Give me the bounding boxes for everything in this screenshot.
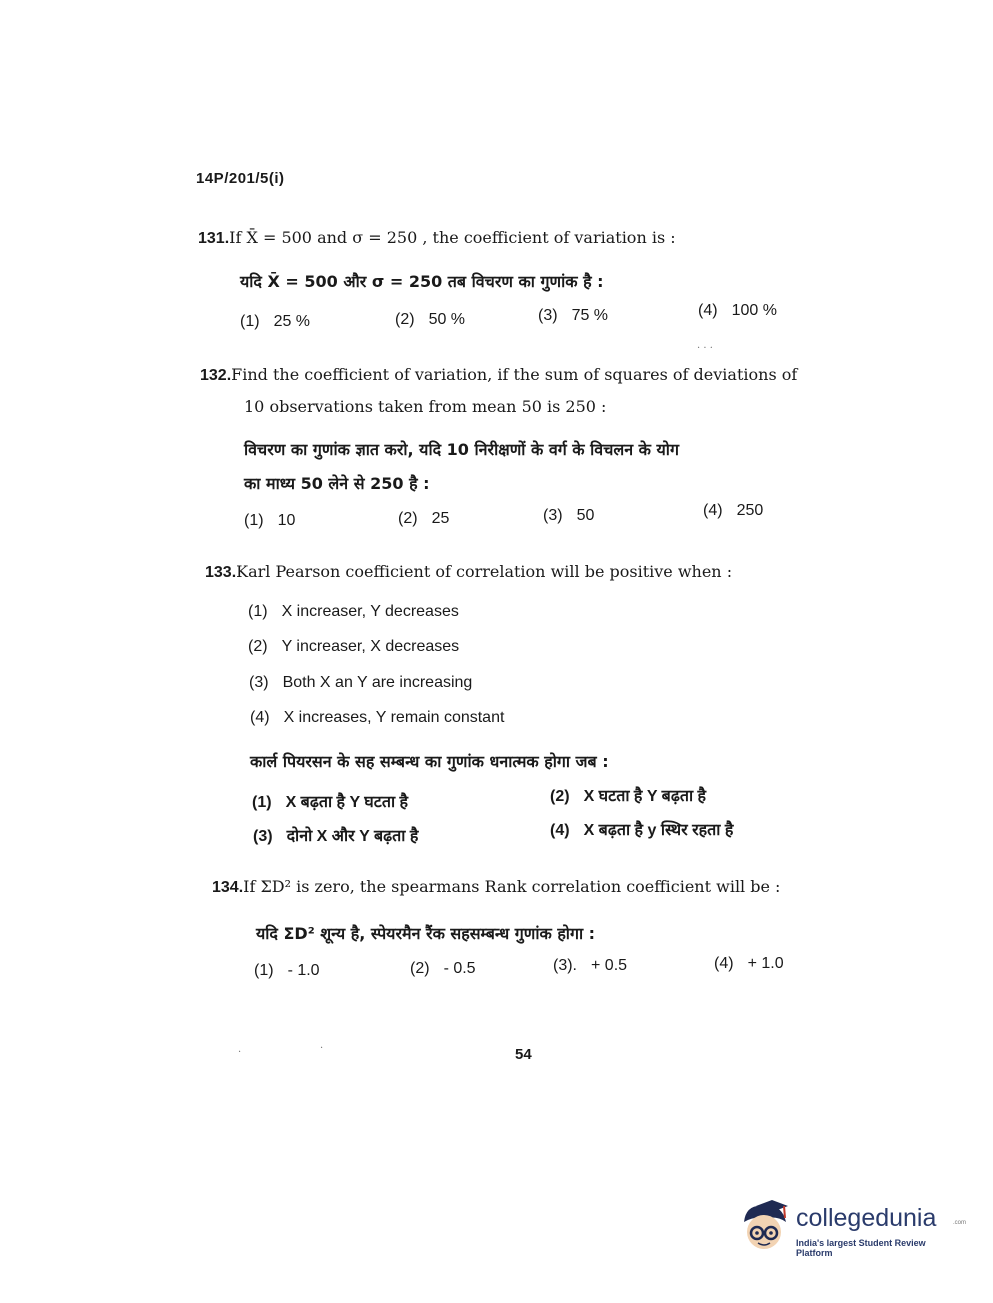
option-hi-2: (2) X घटता है Y बढ़ता है (550, 788, 707, 805)
question-text-en: Karl Pearson coefficient of correlation will be positive when : (236, 562, 733, 581)
mascot-icon (738, 1196, 796, 1260)
option-4: (4) + 1.0 (714, 955, 784, 972)
question-number: 131. (198, 230, 230, 247)
question-number: 134. (212, 879, 244, 896)
option-2: (2) 50 % (395, 311, 466, 328)
question-133 (205, 562, 732, 582)
question-number: 133. (205, 564, 237, 581)
question-134 (212, 877, 780, 897)
option-hi-4: (4) X बढ़ता है y स्थिर रहता है (550, 822, 734, 839)
option-2: (2) - 0.5 (410, 960, 476, 977)
option-3: (3) 50 (543, 507, 595, 524)
question-132 (200, 365, 797, 385)
logo-tld: .com (953, 1220, 967, 1226)
question-text-hi: कार्ल पियरसन के सह सम्बन्ध का गुणांक धनात्मक होगा जब : (250, 752, 609, 771)
scan-speck: · (320, 1043, 324, 1054)
option-en-3: (3) Both X an Y are increasing (249, 674, 473, 691)
question-text-en-cont: 10 observations taken from mean 50 is 250 : (244, 397, 607, 416)
option-hi-1: (1) X बढ़ता है Y घटता है (252, 794, 409, 811)
scan-speck: · (238, 1047, 242, 1058)
option-en-2: (2) Y increaser, X decreases (248, 638, 460, 655)
paper-code: 14P/201/5(i) (196, 170, 285, 187)
option-en-1: (1) X increaser, Y decreases (248, 603, 459, 620)
question-text-en: If X̄ = 500 and σ = 250 , the coefficient of variation is : (229, 228, 676, 247)
question-text-hi: यदि ΣD² शून्य है, स्पेयरमैन रैंक सहसम्बन्ध गुणांक होगा : (256, 924, 596, 943)
option-2: (2) 25 (398, 510, 450, 527)
question-text-en: Find the coefficient of variation, if the sum of squares of deviations of (231, 365, 798, 384)
question-text-hi: यदि X̄ = 500 और σ = 250 तब विचरण का गुणांक है : (240, 272, 604, 291)
question-text-hi-cont: का माध्य 50 लेने से 250 है : (244, 474, 430, 493)
question-number: 132. (200, 367, 232, 384)
option-1: (1) 10 (244, 512, 296, 529)
option-en-4: (4) X increases, Y remain constant (250, 709, 505, 726)
option-3: (3). + 0.5 (553, 957, 628, 974)
option-1: (1) 25 % (240, 313, 311, 330)
scan-speck: · · · (697, 343, 713, 354)
option-4: (4) 100 % (698, 302, 777, 319)
option-3: (3) 75 % (538, 307, 609, 324)
logo-tagline: India's largest Student Review Platform (796, 1238, 926, 1258)
question-text-hi: विचरण का गुणांक ज्ञात करो, यदि 10 निरीक्षणों के वर्ग के विचलन के योग (244, 440, 679, 459)
option-4: (4) 250 (703, 502, 764, 519)
question-text-en: If ΣD² is zero, the spearmans Rank correlation coefficient will be : (243, 877, 781, 896)
logo-wordmark: collegedunia (796, 1204, 937, 1232)
option-1: (1) - 1.0 (254, 962, 320, 979)
collegedunia-logo (738, 1196, 967, 1260)
question-131 (198, 228, 676, 248)
page-number: 54 (515, 1046, 532, 1063)
option-hi-3: (3) दोनो X और Y बढ़ता है (253, 828, 419, 845)
